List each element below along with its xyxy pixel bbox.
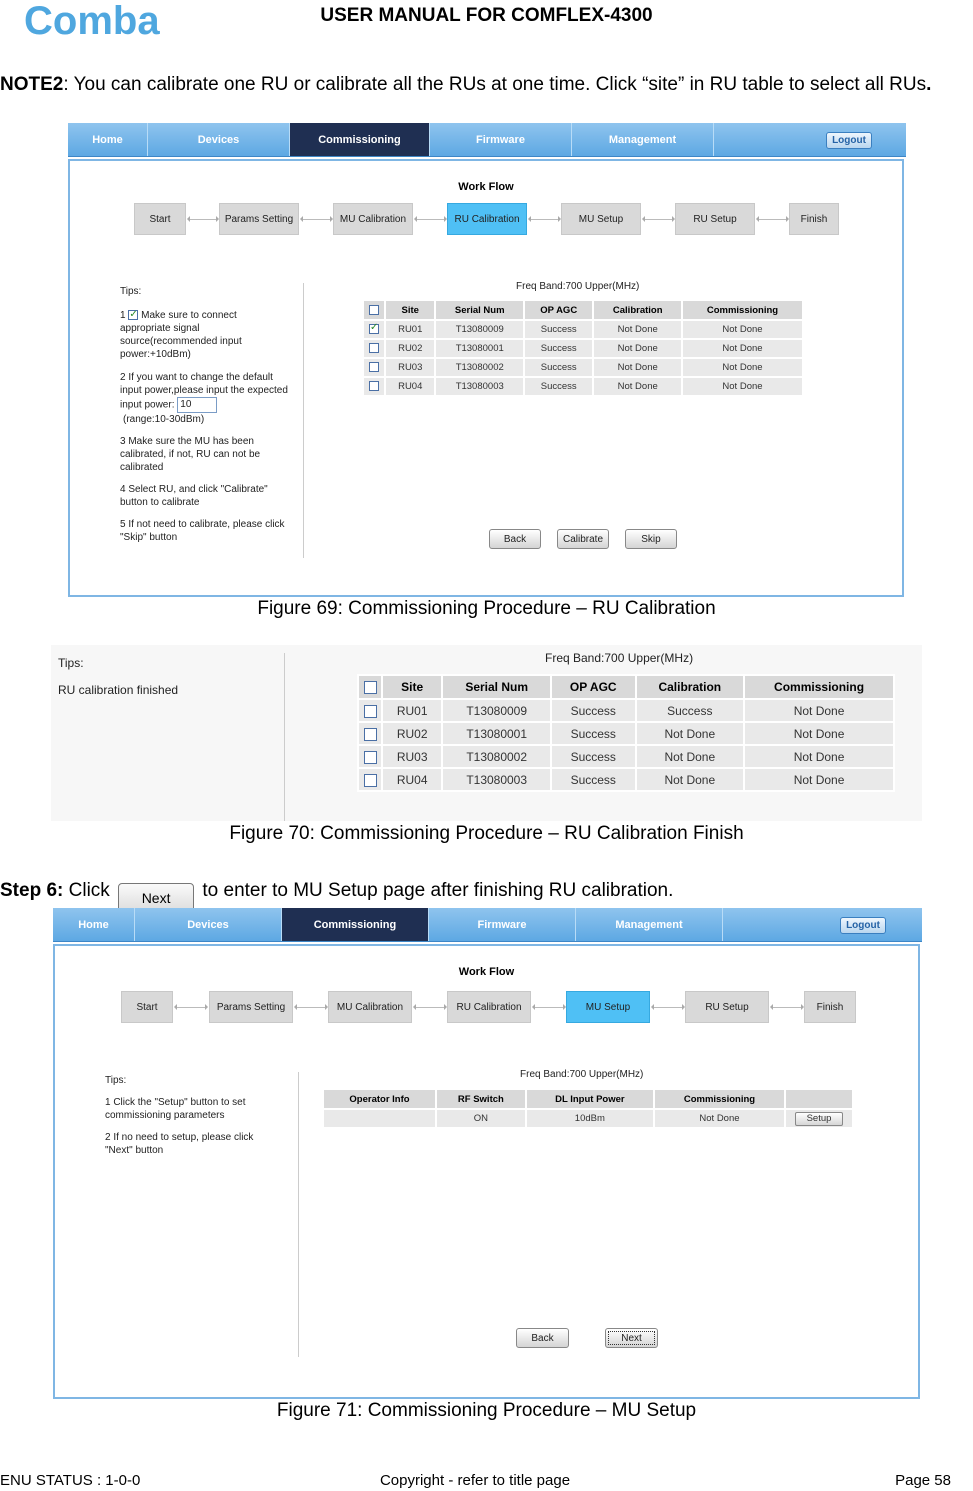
col-action <box>786 1090 852 1108</box>
nav-firmware[interactable]: Firmware <box>429 908 576 941</box>
col-calibration: Calibration <box>594 301 681 319</box>
figure-70-screenshot <box>51 645 922 821</box>
row-checkbox[interactable] <box>364 774 377 787</box>
step-mu-setup: MU Setup <box>561 203 641 235</box>
step-finish: Finish <box>789 203 839 235</box>
col-commissioning: Commissioning <box>655 1090 784 1108</box>
step-mu-calibration: MU Calibration <box>328 991 412 1023</box>
footer-page-number: Page 58 <box>895 1472 951 1489</box>
back-button[interactable]: Back <box>516 1328 569 1348</box>
freq-band-label: Freq Band:700 Upper(MHz) <box>545 651 694 665</box>
tip-2: 2 If no need to setup, please click "Next" button <box>105 1132 254 1156</box>
figure-70-caption: Figure 70: Commissioning Procedure – RU Calibration Finish <box>229 823 744 844</box>
figure-71-screenshot <box>53 908 922 1399</box>
nav-management[interactable]: Management <box>572 123 714 156</box>
arrow-icon <box>190 219 216 220</box>
content-panel <box>68 159 904 597</box>
arrow-icon <box>645 219 672 220</box>
table-row: RU04 T13080003 Success Not Done Not Done <box>364 378 802 395</box>
footer-status: ENU STATUS : 1-0-0 <box>0 1472 141 1489</box>
table-row: RU03 T13080002 Success Not Done Not Done <box>364 359 802 376</box>
step-6-paragraph: Step 6: Click Next to enter to MU Setup page after finishing RU calibration. <box>0 880 973 910</box>
tip-1-checkbox[interactable] <box>128 310 138 320</box>
next-button[interactable]: Next <box>605 1328 658 1348</box>
col-site[interactable]: Site <box>383 676 441 698</box>
step-mu-setup: MU Setup <box>566 991 650 1023</box>
row-checkbox[interactable] <box>364 751 377 764</box>
tips-title: Tips: <box>120 286 142 297</box>
step-ru-calibration: RU Calibration <box>447 203 527 235</box>
table-row: RU01 T13080009 Success Success Not Done <box>359 700 893 721</box>
tip-5: 5 If not need to calibrate, please click "Skip" button <box>120 519 285 543</box>
tips-panel <box>120 285 290 544</box>
freq-band-label: Freq Band:700 Upper(MHz) <box>520 1069 644 1080</box>
table-header <box>364 301 802 319</box>
tips-panel <box>58 655 178 698</box>
note2-label: NOTE2 <box>0 74 64 95</box>
row-checkbox[interactable] <box>364 728 377 741</box>
table-row: RU02 T13080001 Success Not Done Not Done <box>364 340 802 357</box>
arrow-icon <box>535 1007 563 1008</box>
col-rf-switch: RF Switch <box>437 1090 525 1108</box>
col-serial: Serial Num <box>436 301 523 319</box>
arrow-icon <box>303 219 330 220</box>
step-finish: Finish <box>804 991 856 1023</box>
select-all-checkbox[interactable] <box>364 681 377 694</box>
nav-management[interactable]: Management <box>576 908 723 941</box>
document-title: USER MANUAL FOR COMFLEX-4300 <box>320 5 653 26</box>
tip-2: 2 If you want to change the default input power,please input the expected input power: 10 (range:10-30dBm) <box>120 372 288 425</box>
back-button[interactable]: Back <box>489 529 541 549</box>
nav-home[interactable]: Home <box>68 123 148 156</box>
workflow-title: Work Flow <box>458 966 515 978</box>
nav-commissioning[interactable]: Commissioning <box>282 908 429 941</box>
col-operator-info: Operator Info <box>324 1090 435 1108</box>
row-checkbox[interactable] <box>369 362 379 372</box>
row-checkbox[interactable] <box>364 705 377 718</box>
note2-paragraph <box>0 74 973 96</box>
step-start: Start <box>121 991 173 1023</box>
row-checkbox[interactable] <box>369 324 379 334</box>
tip-4: 4 Select RU, and click "Calibrate" button to calibrate <box>120 484 268 508</box>
select-all-checkbox[interactable] <box>369 305 379 315</box>
table-row: RU02 T13080001 Success Not Done Not Done <box>359 723 893 744</box>
note2-end: . <box>926 74 932 95</box>
arrow-icon <box>416 1007 444 1008</box>
figure-69-caption: Figure 69: Commissioning Procedure – RU Calibration <box>257 598 716 619</box>
col-site[interactable]: Site <box>386 301 434 319</box>
step-start: Start <box>134 203 186 235</box>
arrow-icon <box>773 1007 801 1008</box>
col-op-agc: OP AGC <box>552 676 634 698</box>
row-checkbox[interactable] <box>369 381 379 391</box>
divider <box>284 653 285 821</box>
divider <box>303 283 304 558</box>
step-ru-setup: RU Setup <box>675 203 755 235</box>
note2-text: : You can calibrate one RU or calibrate all the RUs at one time. Click “site” in RU table to select all RUs <box>63 74 927 95</box>
table-row: RU04 T13080003 Success Not Done Not Done <box>359 769 893 790</box>
step-ru-setup: RU Setup <box>685 991 769 1023</box>
footer-copyright: Copyright - refer to title page <box>379 1472 571 1489</box>
arrow-icon <box>531 219 558 220</box>
next-button-image: Next <box>118 883 194 913</box>
figure-69-screenshot <box>68 123 906 597</box>
freq-band-label: Freq Band:700 Upper(MHz) <box>516 281 640 292</box>
workflow-title: Work Flow <box>458 181 514 193</box>
table-row: ✓ RU01 T13080009 Success Not Done Not Done <box>364 321 802 338</box>
tip-finished: RU calibration finished <box>58 683 179 697</box>
content-panel <box>53 944 920 1399</box>
step-params-setting: Params Setting <box>209 991 293 1023</box>
arrow-icon <box>654 1007 682 1008</box>
nav-home[interactable]: Home <box>53 908 135 941</box>
arrow-icon <box>177 1007 205 1008</box>
col-calibration: Calibration <box>637 676 744 698</box>
arrow-icon <box>417 219 444 220</box>
col-op-agc: OP AGC <box>525 301 592 319</box>
tip-1: 1 Click the "Setup" button to set commissioning parameters <box>105 1097 246 1121</box>
col-commissioning: Commissioning <box>683 301 802 319</box>
nav-commissioning[interactable]: Commissioning <box>290 123 430 156</box>
nav-devices[interactable]: Devices <box>135 908 282 941</box>
arrow-icon <box>759 219 786 220</box>
step-params-setting: Params Setting <box>219 203 299 235</box>
svg-text:Comba: Comba <box>24 0 160 42</box>
tips-panel <box>105 1074 280 1157</box>
nav-devices[interactable]: Devices <box>148 123 290 156</box>
ru-table <box>357 674 895 792</box>
nav-bar <box>68 123 906 157</box>
mu-setup-table <box>322 1088 854 1129</box>
table-row: ON 10dBm Not Done Setup <box>324 1110 852 1127</box>
logout-button[interactable]: Logout <box>826 132 872 149</box>
table-header <box>324 1090 852 1108</box>
table-header <box>359 676 893 698</box>
step-mu-calibration: MU Calibration <box>333 203 413 235</box>
setup-button[interactable]: Setup <box>795 1112 843 1126</box>
col-dl-input-power: DL Input Power <box>527 1090 653 1108</box>
figure-71-caption: Figure 71: Commissioning Procedure – MU Setup <box>276 1400 697 1421</box>
row-checkbox[interactable] <box>369 343 379 353</box>
input-power-field[interactable]: 10 <box>177 397 217 413</box>
ru-table <box>362 299 804 397</box>
tips-title: Tips: <box>58 656 84 670</box>
calibrate-button[interactable]: Calibrate <box>557 529 609 549</box>
tip-3: 3 Make sure the MU has been calibrated, if not, RU can not be calibrated <box>120 436 261 473</box>
tips-title: Tips: <box>105 1075 127 1086</box>
arrow-icon <box>297 1007 325 1008</box>
skip-button[interactable]: Skip <box>625 529 677 549</box>
step-6-label: Step 6: <box>0 880 64 901</box>
col-commissioning: Commissioning <box>745 676 893 698</box>
col-serial: Serial Num <box>443 676 550 698</box>
table-row: RU03 T13080002 Success Not Done Not Done <box>359 746 893 767</box>
nav-bar <box>53 908 922 942</box>
tip-1: 1 ✓ Make sure to connect appropriate signal source(recommended input power:+10dBm) <box>120 309 290 361</box>
logout-button[interactable]: Logout <box>840 917 886 934</box>
step-ru-calibration: RU Calibration <box>447 991 531 1023</box>
divider <box>298 1072 299 1357</box>
nav-firmware[interactable]: Firmware <box>430 123 572 156</box>
